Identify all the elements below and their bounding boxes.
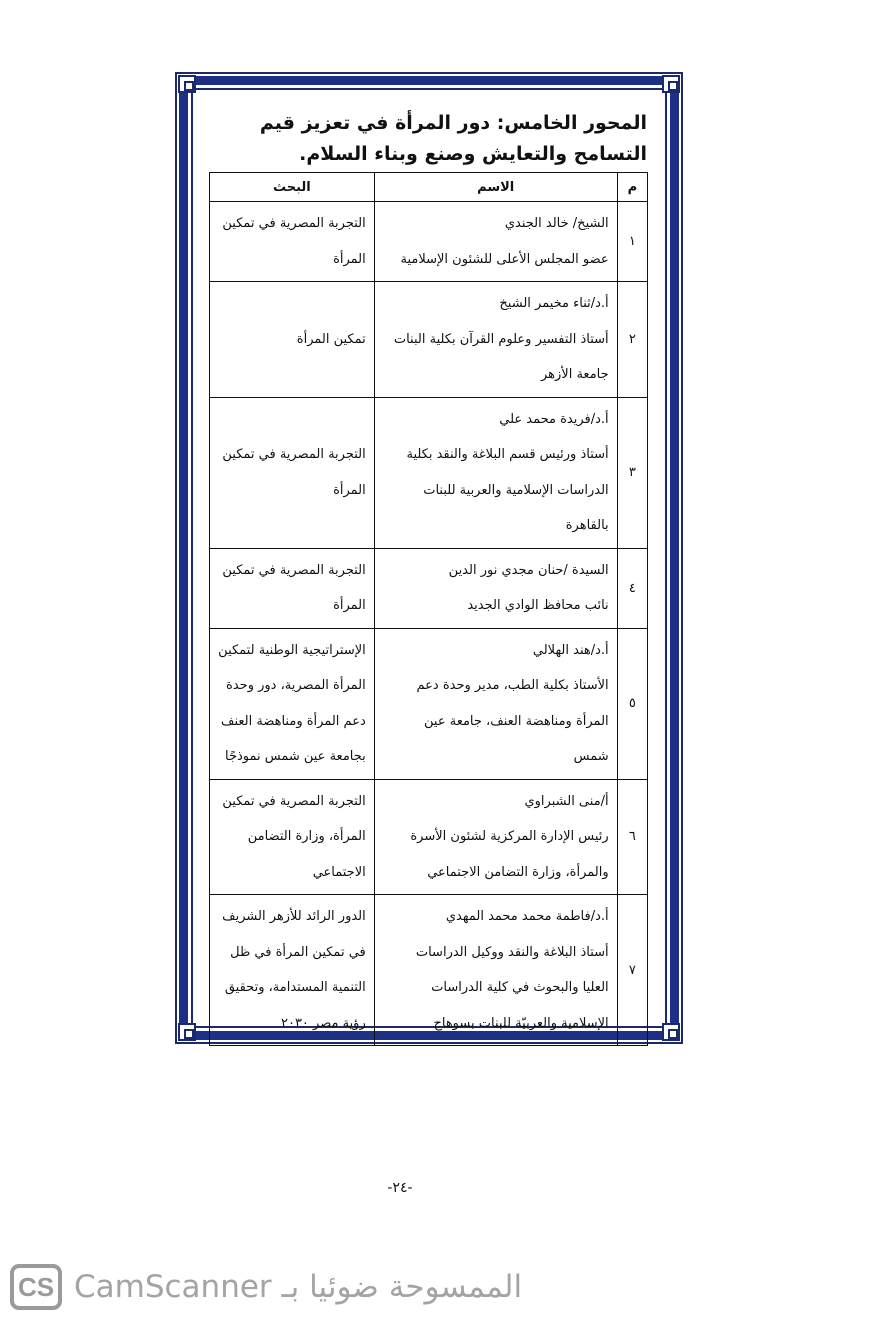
frame-corner-ornament [178, 75, 196, 93]
frame-corner-ornament [662, 75, 680, 93]
research-title: تمكين المرأة [296, 331, 366, 347]
table-row [210, 779, 648, 895]
participant-name: الشيخ/ خالد الجندي [504, 216, 609, 231]
participant-name-cell [374, 548, 617, 628]
frame-corner-ornament [178, 1023, 196, 1041]
research-cell [210, 895, 375, 1046]
participant-name-cell [374, 202, 617, 282]
research-title: التجربة المصرية في تمكين المرأة [222, 562, 366, 613]
participant-title: رئيس الإدارة المركزية لشئون الأسرة [410, 829, 609, 844]
header-number: م [617, 173, 647, 202]
participant-name: أ.د/فاطمة محمد محمد المهدي [445, 909, 609, 924]
page-number: -٢٤- [387, 1180, 413, 1196]
header-name: الاسم [374, 173, 617, 202]
participant-name-cell [374, 628, 617, 779]
frame-corner-ornament [662, 1023, 680, 1041]
research-title: التجربة المصرية في تمكين المرأة [222, 216, 366, 267]
research-cell [210, 202, 375, 282]
row-number: ٥ [617, 628, 647, 779]
row-number: ٦ [617, 779, 647, 895]
participant-name: السيدة /حنان مجدي نور الدين [448, 562, 609, 578]
row-number: ٢ [617, 282, 647, 398]
participant-name: أ.د/هند الهلالي [532, 642, 609, 658]
research-cell [210, 779, 375, 895]
table-header-row [210, 173, 648, 202]
participant-name: أ/منى الشبراوي [524, 793, 609, 809]
participant-title: بالقاهرة [565, 518, 609, 533]
participant-title: الإسلامية والعربيّة للبنات بسوهاج [433, 1015, 609, 1031]
participant-title: شمس [573, 749, 609, 764]
table-row [210, 397, 648, 548]
participant-title: العليا والبحوث في كلية الدراسات [431, 980, 609, 995]
research-title: التجربة المصرية في تمكين المرأة [222, 447, 366, 498]
participant-name-cell [374, 895, 617, 1046]
participant-title: الأستاذ بكلية الطب، مدير وحدة دعم [416, 678, 609, 693]
research-title: الإستراتيجية الوطنية لتمكين المرأة المصرية، دور وحدة دعم المرأة ومناهضة العنف بجامعة عين شمس نموذجًا [218, 642, 366, 764]
participant-name-cell [374, 397, 617, 548]
participant-name-cell [374, 779, 617, 895]
row-number: ٤ [617, 548, 647, 628]
participant-title: أستاذ التفسير وعلوم القرآن بكلية البنات [393, 331, 609, 347]
watermark-text: الممسوحة ضوئيا بـ CamScanner [74, 1269, 523, 1305]
table-row [210, 548, 648, 628]
participant-name: أ.د/فريدة محمد علي [499, 411, 609, 427]
participant-title: عضو المجلس الأعلى للشئون الإسلامية [400, 251, 609, 267]
participants-table [209, 172, 648, 1046]
row-number: ١ [617, 202, 647, 282]
research-title: التجربة المصرية في تمكين المرأة، وزارة التضامن الاجتماعي [222, 793, 366, 880]
camscanner-watermark [10, 1264, 522, 1310]
participant-title: المرأة ومناهضة العنف، جامعة عين [424, 713, 609, 729]
row-number: ٧ [617, 895, 647, 1046]
research-cell [210, 397, 375, 548]
table-row [210, 202, 648, 282]
table-row [210, 282, 648, 398]
table-row [210, 895, 648, 1046]
participant-name: أ.د/ثناء مخيمر الشيخ [499, 296, 609, 311]
research-title: الدور الرائد للأزهر الشريف في تمكين المرأة في ظل التنمية المستدامة، وتحقيق رؤية مصر ٢٠٣٠ [222, 909, 366, 1031]
section-heading: المحور الخامس: دور المرأة في تعزيز قيم التسامح والتعايش وصنع وبناء السلام. [259, 112, 647, 165]
participant-title: جامعة الأزهر [540, 367, 609, 382]
research-cell [210, 548, 375, 628]
camscanner-logo-icon: CS [10, 1264, 62, 1310]
participant-name-cell [374, 282, 617, 398]
table-row [210, 628, 648, 779]
research-cell [210, 628, 375, 779]
participant-title: الدراسات الإسلامية والعربية للبنات [423, 482, 609, 498]
participant-title: أستاذ البلاغة والنقد ووكيل الدراسات [415, 944, 609, 960]
row-number: ٣ [617, 397, 647, 548]
participant-title: والمرأة، وزارة التضامن الاجتماعي [427, 864, 609, 880]
header-research: البحث [210, 173, 375, 202]
participant-title: أستاذ ورئيس قسم البلاغة والنقد بكلية [406, 447, 609, 462]
research-cell [210, 282, 375, 398]
participant-title: نائب محافظ الوادي الجديد [467, 598, 609, 613]
